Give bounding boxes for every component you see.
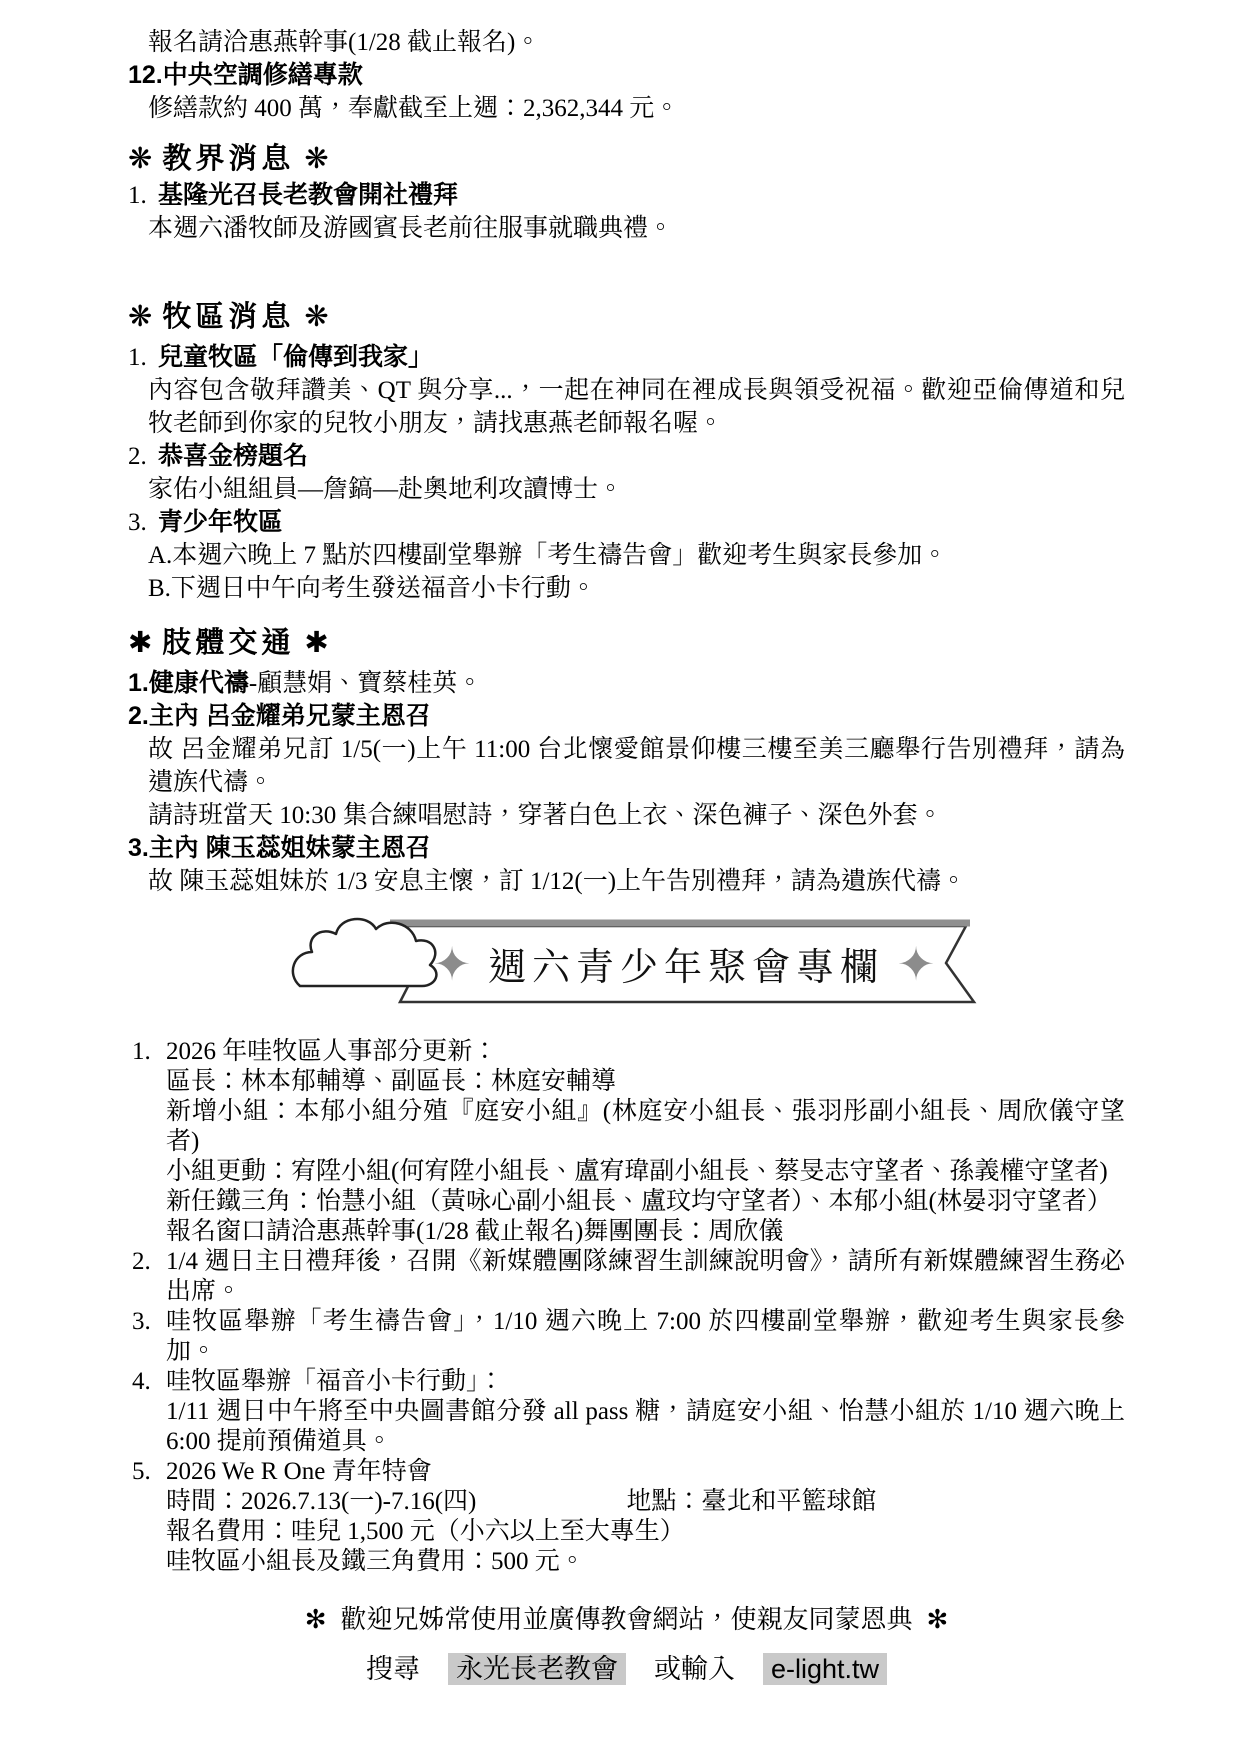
or-input-label: 或輸入	[653, 1654, 735, 1684]
item-number: 2.	[132, 1248, 151, 1275]
youth-column-list	[128, 1037, 1125, 1577]
youth-item-1-sub-3: 小組更動：宥陞小組(何宥陞小組長、盧宥瑋副小組長、蔡旻志守望者、孫義權守望者)	[166, 1158, 1108, 1185]
sparkle-icon: ✦	[432, 939, 472, 990]
district-news-item-1-body: 內容包含敬拜讚美、QT 與分享...，一起在神同在裡成長與領受祝福。歡迎亞倫傳道和兒牧老師到你家的兒牧小朋友，請找惠燕老師報名喔。	[148, 377, 1125, 437]
event-time: 時間：2026.7.13(一)-7.16(四)	[166, 1488, 477, 1515]
item-title: 基隆光召長老教會開社禮拜	[158, 181, 459, 209]
item-text: 1/4 週日主日禮拜後，召開《新媒體團隊練習生訓練說明會》，請所有新媒體練習生務必出席。	[166, 1248, 1125, 1305]
flower-asterisk-icon: ❋	[304, 143, 329, 175]
item-text: -顧慧娟、寶蔡桂英。	[248, 670, 483, 697]
website-url: e-light.tw	[763, 1653, 887, 1685]
fellowship-item-3-body: 故 陳玉蕊姐妹於 1/3 安息主懷，訂 1/12(一)上午告別禮拜，請為遺族代禱。	[148, 868, 967, 895]
youth-column-banner	[276, 910, 996, 1022]
item-number: 1.	[128, 669, 149, 697]
district-news-item-2-body: 家佑小組組員—詹鎬—赴奧地利攻讀博士。	[148, 476, 624, 503]
item-number: 3.	[128, 834, 149, 862]
item-12-number: 12.	[128, 61, 163, 89]
youth-item-5	[132, 1457, 1125, 1487]
district-news-item-3-sub-a: A.本週六晚上 7 點於四樓副堂舉辦「考生禱告會」歡迎考生與家長參加。	[148, 542, 948, 569]
item-number: 1.	[128, 344, 147, 371]
item-text: 哇牧區舉辦「福音小卡行動」：	[166, 1368, 504, 1395]
fellowship-item-2-body-2: 請詩班當天 10:30 集合練唱慰詩，穿著白色上衣、深色褲子、深色外套。	[148, 802, 943, 829]
youth-item-1-sub-5: 報名窗口請洽惠燕幹事(1/28 截止報名)舞團團長：周欣儀	[166, 1218, 784, 1245]
item-number: 1.	[128, 182, 147, 209]
footer-search-line	[128, 1651, 1125, 1687]
item-number: 4.	[132, 1368, 151, 1395]
banner-title: 週六青少年聚會專欄	[487, 947, 885, 989]
youth-item-4-sub-1: 1/11 週日中午將至中央圖書館分發 all pass 糖，請庭安小組、怡慧小組於 1/10 週六晚上 6:00 提前預備道具。	[166, 1398, 1125, 1455]
section-header-church-news	[128, 139, 1125, 179]
item-number: 2.	[128, 702, 149, 730]
item-12-body: 修繕款約 400 萬，奉獻截至上週：2,362,344 元。	[148, 95, 680, 122]
item-text: 哇牧區舉辦「考生禱告會」，1/10 週六晚上 7:00 於四樓副堂舉辦，歡迎考生與家長參加。	[166, 1308, 1125, 1365]
church-news-item-1	[128, 179, 1125, 212]
district-news-item-1	[128, 341, 1125, 374]
district-news-item-3-sub-b: B.下週日中午向考生發送福音小卡行動。	[148, 575, 596, 602]
item-number: 5.	[132, 1458, 151, 1485]
item-text: 2026 年哇牧區人事部分更新：	[166, 1038, 498, 1065]
flower-asterisk-icon: ❋	[304, 301, 329, 333]
item-title: 兒童牧區「倫傳到我家」	[158, 343, 434, 371]
youth-item-5-time-place	[166, 1487, 1125, 1517]
youth-item-2	[132, 1247, 1125, 1307]
item-text: 2026 We R One 青年特會	[166, 1458, 432, 1485]
heavy-asterisk-icon: ✱	[128, 627, 153, 659]
item-title: 恭喜金榜題名	[158, 442, 309, 470]
youth-item-4	[132, 1367, 1125, 1397]
youth-item-3	[132, 1307, 1125, 1367]
fellowship-item-2-body-1: 故 呂金耀弟兄訂 1/5(一)上午 11:00 台北懷愛館景仰樓三樓至美三廳舉行告別禮拜，請為遺族代禱。	[148, 736, 1125, 796]
youth-item-1-sub-2: 新增小組：本郁小組分殖『庭安小組』(林庭安小組長、張羽彤副小組長、周欣儀守望者)	[166, 1098, 1125, 1155]
event-place: 地點：臺北和平籃球館	[626, 1488, 877, 1515]
sparkle-asterisk-icon: ✻	[304, 1605, 327, 1634]
section-header-fellowship	[128, 623, 1125, 663]
section-title-church-news: 教界消息	[162, 143, 295, 175]
search-label: 搜尋	[365, 1654, 420, 1684]
fellowship-item-2	[128, 700, 1125, 733]
item-12-title-text: 中央空調修繕專款	[162, 61, 363, 89]
sparkle-asterisk-icon: ✻	[926, 1605, 949, 1634]
youth-item-1-sub-1: 區長：林本郁輔導、副區長：林庭安輔導	[166, 1068, 617, 1095]
district-news-item-2	[128, 440, 1125, 473]
item-title: 青少年牧區	[158, 508, 284, 536]
section-title-district-news: 牧區消息	[162, 301, 295, 333]
item-title: 主內 呂金耀弟兄蒙主恩召	[148, 702, 431, 730]
youth-item-1-sub-4: 新任鐵三角：怡慧小組（黃咏心副小組長、盧玟均守望者）、本郁小組(林晏羽守望者）	[166, 1188, 1112, 1215]
fellowship-item-1	[128, 667, 1125, 700]
heavy-asterisk-icon: ✱	[304, 627, 329, 659]
church-news-item-1-body: 本週六潘牧師及游國賓長老前往服事就職典禮。	[148, 215, 674, 242]
fellowship-item-3	[128, 832, 1125, 865]
footer-invitation-text: 歡迎兄姊常使用並廣傳教會網站，使親友同蒙恩典	[340, 1605, 913, 1634]
footer-invitation	[128, 1603, 1125, 1637]
item-title: 主內 陳玉蕊姐妹蒙主恩召	[148, 834, 431, 862]
youth-item-1	[132, 1037, 1125, 1067]
section-header-district-news	[128, 297, 1125, 337]
item-number: 1.	[132, 1038, 151, 1065]
youth-item-5-fee-2: 哇牧區小組長及鐵三角費用：500 元。	[166, 1548, 585, 1575]
registration-note: 報名請洽惠燕幹事(1/28 截止報名)。	[148, 29, 541, 56]
item-12-title	[128, 59, 1125, 92]
sparkle-icon: ✦	[896, 939, 936, 990]
youth-item-5-fee: 報名費用：哇兒 1,500 元（小六以上至大專生）	[166, 1518, 685, 1545]
item-title: 健康代禱	[148, 669, 249, 697]
search-term-highlight: 永光長老教會	[448, 1653, 626, 1685]
flower-asterisk-icon: ❋	[128, 301, 153, 333]
item-number: 2.	[128, 443, 147, 470]
district-news-item-3	[128, 506, 1125, 539]
item-number: 3.	[132, 1308, 151, 1335]
item-number: 3.	[128, 509, 147, 536]
section-title-fellowship: 肢體交通	[162, 627, 295, 659]
flower-asterisk-icon: ❋	[128, 143, 153, 175]
